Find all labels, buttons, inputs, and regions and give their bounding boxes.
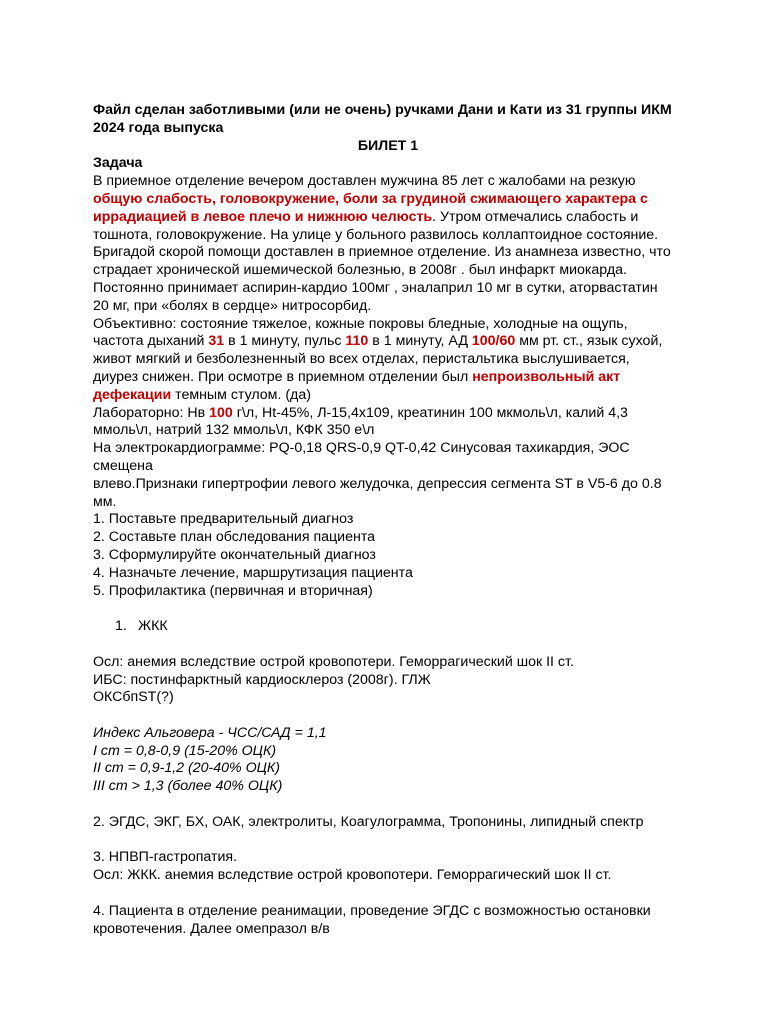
spacer (93, 796, 683, 814)
spacer (93, 707, 683, 725)
exam-plan-line: 2. ЭГДС, ЭКГ, БХ, ОАК, электролиты, Коагулограмма, Тропонины, липидный спектр (93, 813, 644, 830)
lab-line (93, 405, 683, 423)
task-paragraph-line: Бригадой скорой помощи доставлен в приемное отделение. Из анамнеза известно, что (93, 244, 671, 261)
blood-pressure-value: 100/60 (471, 333, 516, 350)
spacer (93, 885, 683, 903)
objective-line: Объективно: состояние тяжелое, кожные покровы бледные, холодные на ощупь, (93, 315, 628, 332)
defecation-highlight: дефекации (93, 386, 172, 403)
pulse-value: 110 (345, 333, 369, 350)
task-irradiation-highlight: иррадиацией в левое плечо и нижнюю челюсть (93, 208, 433, 225)
task-paragraph-line: Постоянно принимает аспирин-кардио 100мг , эналаприл 10 мг в сутки, аторвастатин (93, 279, 658, 296)
answer-list-number: 1. (115, 618, 127, 635)
objective-line: живот мягкий и безболезненный во всех отделах, перистальтика выслушивается, (93, 351, 630, 368)
objective-line (93, 369, 683, 387)
question-item: 3. Сформулируйте окончательный диагноз (93, 546, 376, 563)
diagnosis-line: ИБС: постинфарктный кардиосклероз (2008г). ГЛЖ (93, 671, 431, 688)
question-item: 5. Профилактика (первичная и вторичная) (93, 582, 373, 599)
task-complaints-highlight: общую слабость, головокружение, боли за грудиной сжимающего характера с (93, 190, 648, 207)
document-header-line2: 2024 года выпуска (93, 119, 224, 136)
task-paragraph-line: В приемное отделение вечером доставлен мужчина 85 лет с жалобами на резкую (93, 173, 636, 190)
final-diagnosis-line: Осл: ЖКК. анемия вследствие острой кровопотери. Геморрагический шок II ст. (93, 867, 612, 884)
ecg-line: смещена (93, 457, 153, 474)
text-fragment: в 1 минуту, пульс (224, 333, 346, 350)
spacer (93, 832, 683, 850)
treatment-line: 4. Пациента в отделение реанимации, проведение ЭГДС с возможностью остановки (93, 902, 651, 919)
document-header-line1: Файл сделан заботливыми (или не очень) ручками Дани и Кати из 31 группы ИКМ (93, 102, 672, 118)
treatment-line: кровотечения. Далее омепразол в/в (93, 920, 330, 937)
ecg-line: На электрокардиограмме: PQ-0,18 QRS-0,9 QT-0,42 Синусовая тахикардия, ЭОС (93, 440, 630, 457)
text-fragment: темным стулом. (да) (171, 386, 311, 403)
text-fragment: в 1 минуту, АД (368, 333, 472, 350)
question-item: 4. Назначьте лечение, маршрутизация пациента (93, 564, 413, 581)
text-fragment: диурез снижен. При осмотре в приемном отделении был (93, 368, 473, 385)
lab-line: ммоль\л, натрий 132 ммоль\л, КФК 350 е\л (93, 422, 375, 439)
answer-list-item (93, 618, 683, 636)
document-page (93, 102, 683, 938)
task-paragraph-line (93, 209, 683, 227)
spacer (93, 600, 683, 618)
text-fragment: мм рт. ст., язык сухой, (515, 333, 663, 350)
algover-index-line: III ст > 1,3 (более 40% ОЦК) (93, 778, 283, 795)
defecation-highlight: непроизвольный акт (472, 368, 621, 385)
final-diagnosis-line: 3. НПВП-гастропатия. (93, 849, 238, 866)
algover-index-line: I ст = 0,8-0,9 (15-20% ОЦК) (93, 742, 277, 759)
question-item: 1. Поставьте предварительный диагноз (93, 511, 354, 528)
hemoglobin-value: 100 (209, 404, 233, 421)
ticket-title: БИЛЕТ 1 (357, 137, 419, 154)
objective-line (93, 387, 683, 405)
algover-index-line: Индекс Альговера - ЧСС/САД = 1,1 (93, 724, 327, 741)
diagnosis-line: Осл: анемия вследствие острой кровопотери. Геморрагический шок II ст. (93, 653, 574, 670)
diagnosis-line: ОКСбпST(?) (93, 689, 174, 706)
text-fragment: частота дыханий (93, 333, 209, 350)
task-heading: Задача (93, 155, 143, 172)
task-paragraph-line: страдает хронической ишемической болезнью, в 2008г . был инфаркт миокарда. (93, 262, 627, 279)
task-text-fragment: . Утром отмечались слабость и (432, 208, 639, 225)
task-paragraph-line: тошнота, головокружение. На улице у больного развилось коллаптоидное состояние. (93, 226, 659, 243)
answer-list-text: ЖКК (138, 618, 168, 635)
ecg-line: влево.Признаки гипертрофии левого желудочка, депрессия сегмента ST в V5-6 до 0.8 (93, 475, 662, 492)
text-fragment: г\л, Ht-45%, Л-15,4х109, креатинин 100 мкмоль\л, калий 4,3 (232, 404, 628, 421)
task-paragraph-line: 20 мг, при «болях в сердце» нитросорбид. (93, 297, 372, 314)
ecg-line: мм. (93, 493, 117, 510)
respiratory-rate-value: 31 (208, 333, 225, 350)
spacer (93, 636, 683, 654)
algover-index-line: II ст = 0,9-1,2 (20-40% ОЦК) (93, 760, 281, 777)
question-item: 2. Составьте план обследования пациента (93, 529, 376, 546)
text-fragment: Лабораторно: Нв (93, 404, 210, 421)
objective-vitals-line (93, 333, 683, 351)
